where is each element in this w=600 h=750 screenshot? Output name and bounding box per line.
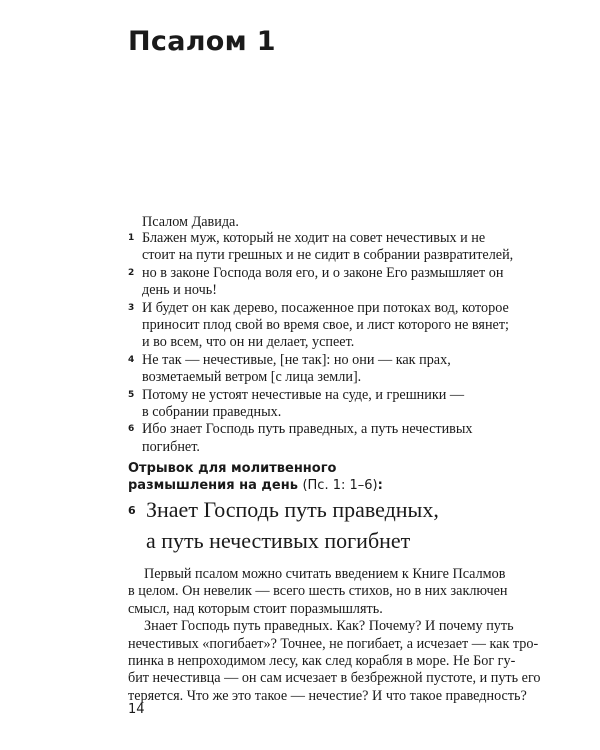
verse-text-line: Не так — нечестивые, [не так]: но они — как прах, <box>142 351 451 368</box>
meditation-heading-line1: Отрывок для молитвенного <box>128 461 337 476</box>
verse-number: 1 <box>128 233 135 243</box>
commentary-text <box>128 566 541 705</box>
verse-text-line: Ибо знает Господь путь праведных, а путь нечестивых <box>142 421 473 438</box>
commentary-line: Первый псалом можно считать введением к Книге Псалмов <box>144 566 506 582</box>
verse-number: 3 <box>128 302 135 313</box>
verse-text-line: день и ночь! <box>142 282 217 299</box>
heading-colon: : <box>377 478 383 493</box>
verse-2 <box>128 265 508 300</box>
verse-6 <box>128 421 508 456</box>
commentary-line: Знает Господь путь праведных. Как? Почему? И почему путь <box>144 618 514 635</box>
pull-quote-line: а путь нечестивых погибнет <box>146 528 411 553</box>
meditation-heading <box>128 460 528 494</box>
psalm-superscription: Псалом Давида. <box>142 214 239 230</box>
psalm-verses <box>128 230 514 456</box>
commentary-line: смысл, над которым стоит поразмышлять. <box>128 600 383 617</box>
commentary-line: в целом. Он невелик — всего шесть стихов, но в них заключен <box>128 583 508 600</box>
verse-text-line: приносит плод свой во время свое, и лист которого не вянет; <box>142 317 509 334</box>
commentary-line: теряется. Что же это такое — нечестие? И что такое праведность? <box>128 687 527 704</box>
verse-text-line: но в законе Господа воля его, и о законе Его размышляет он <box>142 264 504 281</box>
verse-number: 4 <box>128 354 135 365</box>
verse-4 <box>128 352 508 387</box>
pull-quote-line: Знает Господь путь праведных, <box>146 497 439 522</box>
verse-3 <box>128 300 508 352</box>
meditation-heading-line2: размышления на день <box>128 478 298 493</box>
verse-5 <box>128 387 508 422</box>
quote-verse-number: 6 <box>128 504 136 517</box>
commentary-line: пинка в непроходимом лесу, как след корабля в море. Не Бог гу- <box>128 653 516 670</box>
commentary-line: бит нечестивца — он сам исчезает в безбрежной пустоте, и путь его <box>128 670 541 687</box>
verse-number: 6 <box>128 424 135 435</box>
pull-quote <box>146 494 439 556</box>
verse-text-line: Блажен муж, который не ходит на совет нечестивых и не <box>142 230 486 246</box>
verse-text-line: И будет он как дерево, посаженное при потоках вод, которое <box>142 299 509 316</box>
verse-text-line: погибнет. <box>142 438 200 455</box>
verse-number: 2 <box>128 267 135 278</box>
verse-text-line: Потому не устоят нечестивые на суде, и грешники — <box>142 386 465 403</box>
verse-1 <box>128 230 514 265</box>
commentary-line: нечестивых «погибает»? Точнее, не погибает, а исчезает — как тро- <box>128 635 539 652</box>
verse-text-line: и во всем, что он ни делает, успеет. <box>142 334 355 351</box>
chapter-title: Псалом 1 <box>128 26 276 57</box>
verse-text-line: стоит на пути грешных и не сидит в собрании развратителей, <box>142 247 514 264</box>
scripture-reference: (Пс. 1: 1–6) <box>302 478 378 493</box>
verse-number: 5 <box>128 389 135 400</box>
verse-text-line: возметаемый ветром [с лица земли]. <box>142 369 362 386</box>
page-number: 14 <box>128 702 145 717</box>
verse-text-line: в собрании праведных. <box>142 404 282 421</box>
